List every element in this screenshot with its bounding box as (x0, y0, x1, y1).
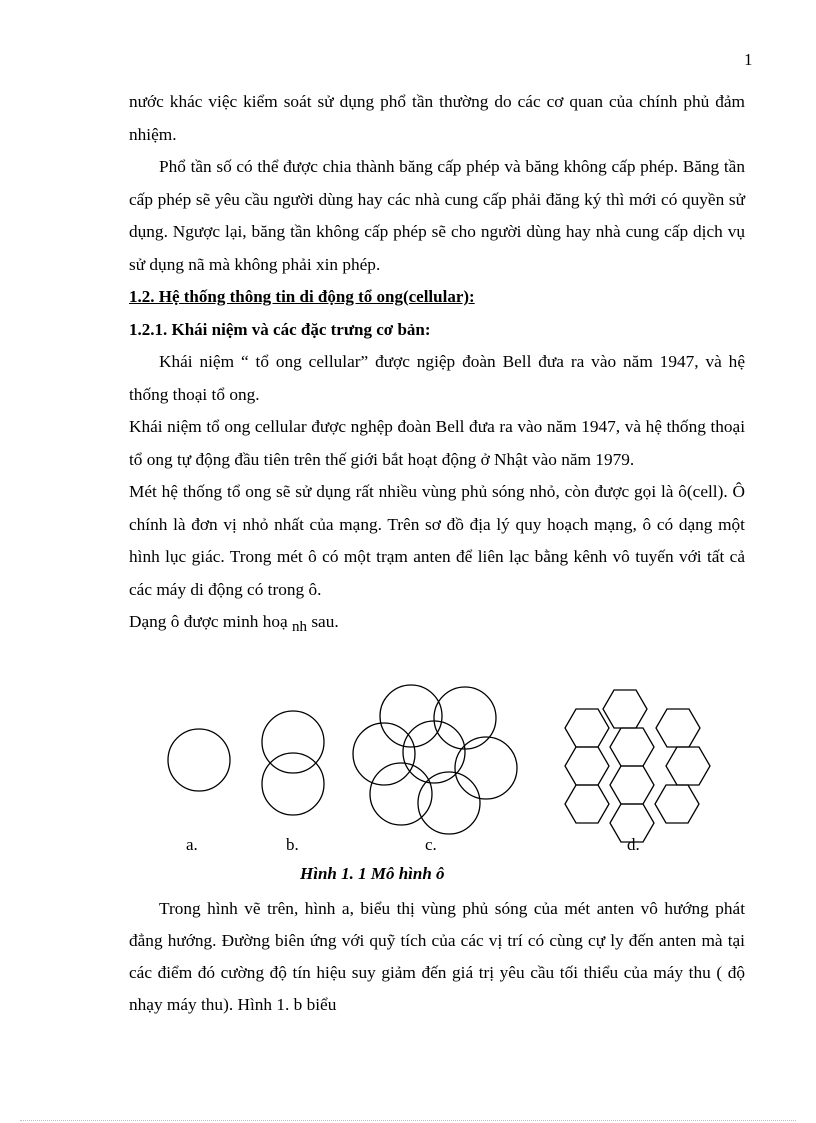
body-text-top (129, 86, 745, 640)
figure-c-circle-5 (455, 737, 517, 799)
page-bottom-rule (20, 1120, 796, 1121)
body-text-bottom (129, 893, 745, 1021)
figure-intro (129, 606, 745, 640)
figure-label-c: c. (425, 835, 437, 854)
paragraph-5: Mét hệ thống tổ ong sẽ sử dụng rất nhiều vùng phủ sóng nhỏ, còn được gọi là ô(cell). Ô chính là đơn vị nhỏ nhất của mạng. Trên sơ đồ địa lý quy hoạch mạng, ô có dạng một hình lục giác. Trong mét ô có một trạm anten để liên lạc bằng kênh vô tuyến với tất cả các máy di động có trong ô. (129, 482, 745, 599)
figure-d-hex-top-right (656, 709, 700, 747)
paragraph-4: Khái niệm tổ ong cellular được nghệp đoàn Bell đưa ra vào năm 1947, và hệ thống thoại tổ ong tự động đầu tiên trên thế giới bắt hoạt động ở Nhật vào năm 1979. (129, 417, 745, 469)
figure-d-hex-bottom-far-left (565, 785, 609, 823)
figure-d-hex-center (610, 728, 654, 766)
figure-d-hex-top-left (603, 690, 647, 728)
cell-model-diagram (129, 676, 745, 866)
figure-label-d: d. (627, 835, 640, 854)
page-number: 1 (744, 50, 753, 69)
figure-d-hex-bottom-left (565, 747, 609, 785)
figure-b-circle-bottom (262, 753, 324, 815)
figure-c-circle-7 (418, 772, 480, 834)
subsection-heading: 1.2.1. Khái niệm và các đặc trưng cơ bản: (129, 319, 431, 339)
figure-a-circle (168, 729, 230, 791)
figure-label-a: a. (186, 835, 198, 854)
figure-intro-after: sau. (311, 612, 339, 631)
figure-intro-nh: nh (291, 619, 307, 635)
figure-caption: Hình 1. 1 Mô hình ô (300, 864, 445, 883)
figure-label-b: b. (286, 835, 299, 854)
figure-c-circle-2 (434, 687, 496, 749)
cell-model-figure (129, 676, 745, 866)
figure-intro-text: Dạng ô được minh hoạ (129, 612, 288, 631)
figure-d-hex-right (666, 747, 710, 785)
paragraph-2: Phổ tần số có thể được chia thành băng cấp phép và băng không cấp phép. Băng tần cấp phép sẽ yêu cầu người dùng hay các nhà cung cấp phải đăng ký thì mới có quyền sử dụng. Ngược lại, băng tần không cấp phép sẽ cho người dùng hay nhà cung cấp dịch vụ sử dụng nã mà không phải xin phép. (129, 157, 745, 274)
figure-c-circle-6 (370, 763, 432, 825)
figure-d-hex-bottom-far-right (655, 785, 699, 823)
figure-b-circle-top (262, 711, 324, 773)
section-heading: 1.2. Hệ thống thông tin di động tổ ong(cellular): (129, 287, 475, 306)
figure-d-hex-left (565, 709, 609, 747)
figure-d-hex-bottom (610, 766, 654, 804)
paragraph-3: Khái niệm “ tổ ong cellular” được ngiệp đoàn Bell đưa ra vào năm 1947, và hệ thống thoại tổ ong. (129, 352, 745, 404)
paragraph-1: nước khác việc kiểm soát sử dụng phổ tần thường do các cơ quan của chính phủ đảm nhiệm. (129, 92, 745, 144)
paragraph-6: Trong hình vẽ trên, hình a, biểu thị vùng phủ sóng của mét anten vô hướng phát đẳng hướng. Đường biên ứng với quỹ tích của các vị trí có cùng cự ly đến anten mà tại các điểm đó cường độ tín hiệu suy giảm đến giá trị yêu cầu tối thiểu của máy thu ( độ nhạy máy thu). Hình 1. b biểu (129, 899, 745, 1014)
